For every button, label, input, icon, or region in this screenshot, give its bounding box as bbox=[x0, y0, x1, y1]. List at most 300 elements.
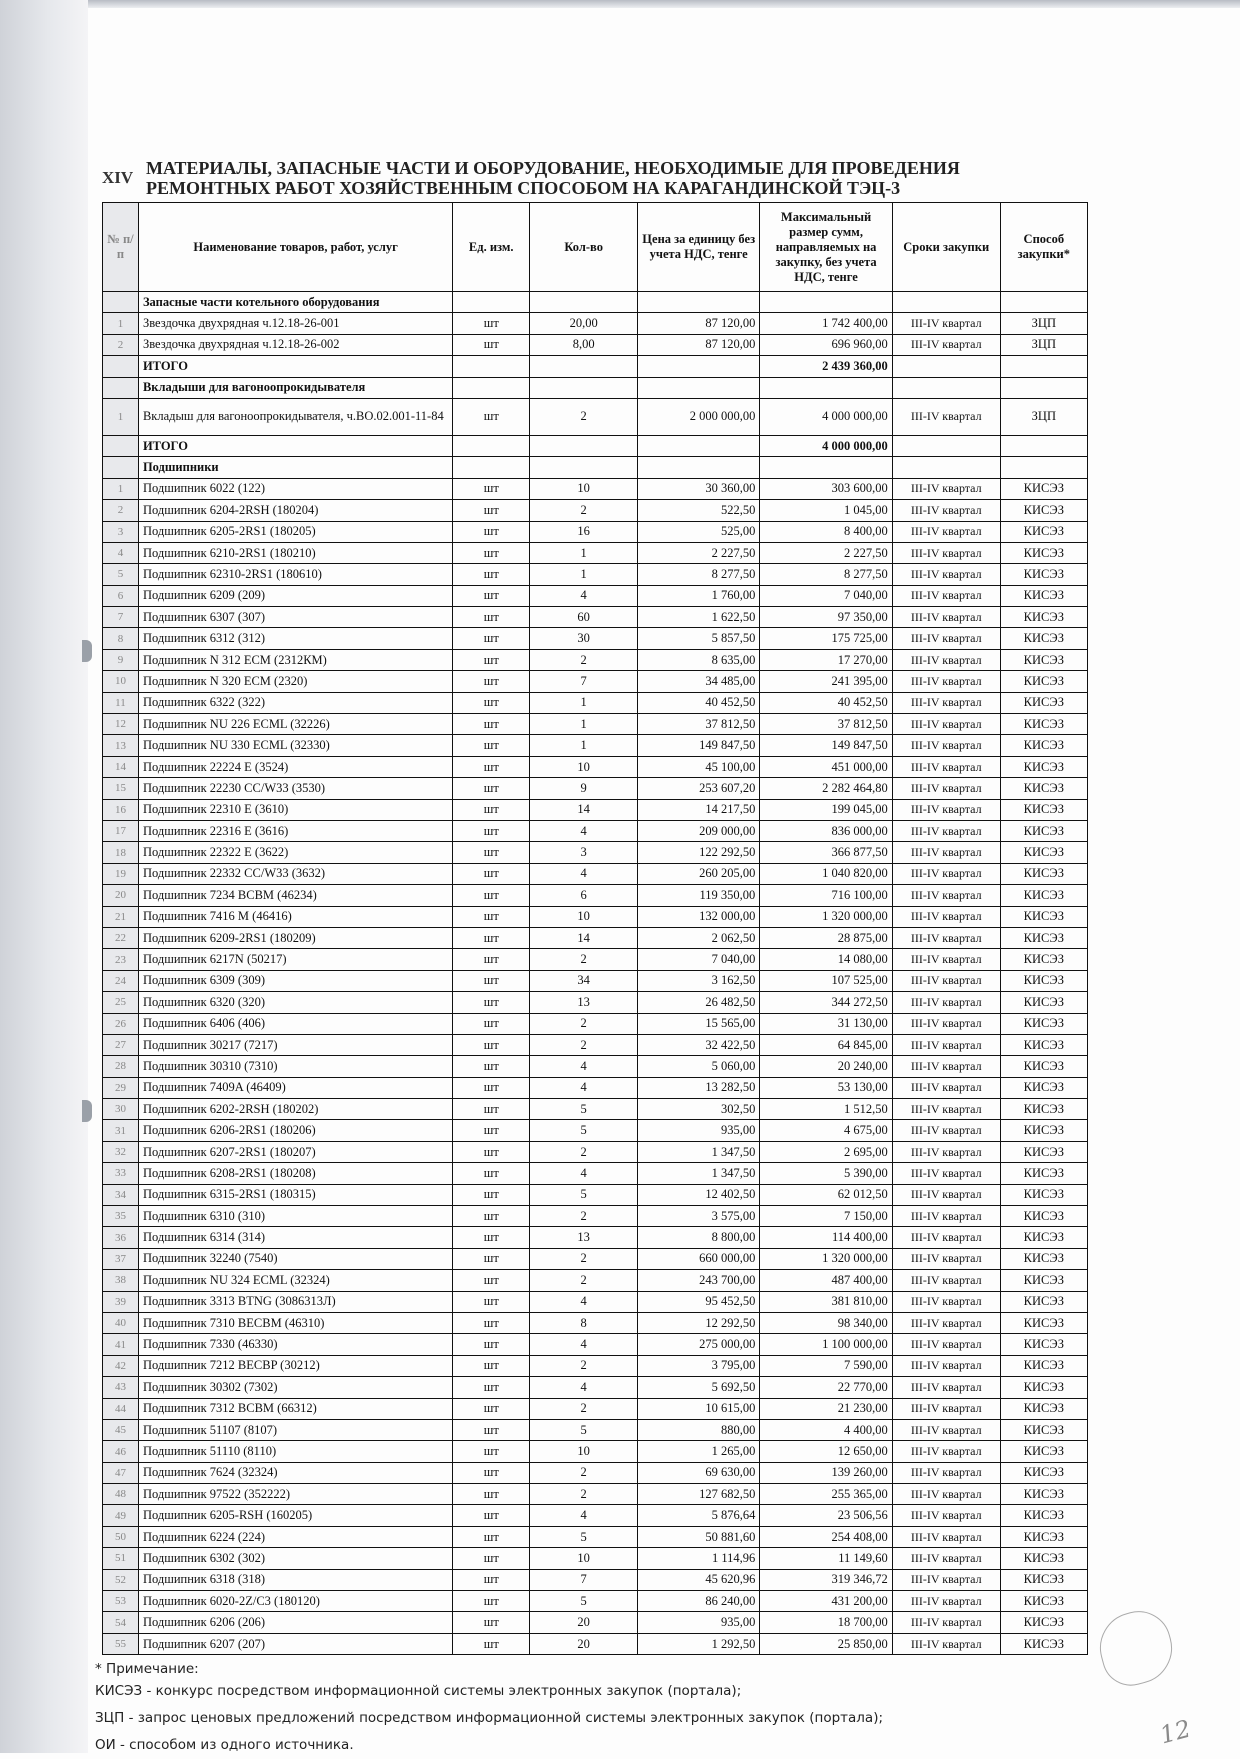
cell-num: 45 bbox=[103, 1419, 139, 1440]
cell-term: III-IV квартал bbox=[892, 671, 1000, 692]
cell-term: III-IV квартал bbox=[892, 1163, 1000, 1184]
cell-sum: 836 000,00 bbox=[760, 820, 892, 841]
table-row bbox=[103, 970, 1088, 991]
cell-unit: шт bbox=[453, 585, 530, 606]
cell-method: КИСЭЗ bbox=[1000, 1291, 1087, 1312]
cell-sum: 4 675,00 bbox=[760, 1120, 892, 1141]
cell-method: КИСЭЗ bbox=[1000, 1591, 1087, 1612]
cell-num: 2 bbox=[103, 334, 139, 355]
cell-method: КИСЭЗ bbox=[1000, 735, 1087, 756]
cell-empty bbox=[453, 292, 530, 313]
cell-qty: 34 bbox=[530, 970, 638, 991]
cell-sum: 2 227,50 bbox=[760, 542, 892, 563]
cell-sum: 451 000,00 bbox=[760, 756, 892, 777]
cell-price: 122 292,50 bbox=[638, 842, 760, 863]
cell-price: 2 227,50 bbox=[638, 542, 760, 563]
cell-qty: 20 bbox=[530, 1633, 638, 1654]
cell-qty: 2 bbox=[530, 1484, 638, 1505]
cell-sum: 21 230,00 bbox=[760, 1398, 892, 1419]
cell-price: 5 060,00 bbox=[638, 1056, 760, 1077]
header-qty: Кол-во bbox=[530, 203, 638, 292]
cell-qty: 2 bbox=[530, 1462, 638, 1483]
table-row bbox=[103, 756, 1088, 777]
cell-sum: 23 506,56 bbox=[760, 1505, 892, 1526]
page-number: 12 bbox=[1156, 1714, 1194, 1750]
cell-unit: шт bbox=[453, 313, 530, 334]
cell-method: КИСЭЗ bbox=[1000, 1270, 1087, 1291]
cell-unit: шт bbox=[453, 1099, 530, 1120]
cell-term: III-IV квартал bbox=[892, 692, 1000, 713]
cell-sum: 20 240,00 bbox=[760, 1056, 892, 1077]
cell-name: Подшипник 6202-2RSH (180202) bbox=[138, 1099, 452, 1120]
table-row bbox=[103, 585, 1088, 606]
cell-method: КИСЭЗ bbox=[1000, 1099, 1087, 1120]
cell-sum: 2 282 464,80 bbox=[760, 778, 892, 799]
footnotes bbox=[95, 1660, 883, 1759]
cell-sum: 4 400,00 bbox=[760, 1419, 892, 1440]
cell-num: 52 bbox=[103, 1569, 139, 1590]
cell-name: Звездочка двухрядная ч.12.18-26-001 bbox=[138, 313, 452, 334]
cell-num: 17 bbox=[103, 820, 139, 841]
cell-qty: 1 bbox=[530, 714, 638, 735]
cell-method: КИСЭЗ bbox=[1000, 1441, 1087, 1462]
cell-price: 525,00 bbox=[638, 521, 760, 542]
table-row bbox=[103, 1591, 1088, 1612]
cell-unit: шт bbox=[453, 970, 530, 991]
cell-term: III-IV квартал bbox=[892, 478, 1000, 499]
cell-num: 38 bbox=[103, 1270, 139, 1291]
cell-name: Вкладыш для вагоноопрокидывателя, ч.ВО.02.001-11-84 bbox=[138, 398, 452, 435]
cell-name: Подшипник 6406 (406) bbox=[138, 1013, 452, 1034]
section-header-row bbox=[103, 292, 1088, 313]
cell-sum: 696 960,00 bbox=[760, 334, 892, 355]
cell-unit: шт bbox=[453, 334, 530, 355]
cell-num: 55 bbox=[103, 1633, 139, 1654]
cell-price: 522,50 bbox=[638, 500, 760, 521]
cell-num: 7 bbox=[103, 607, 139, 628]
cell-price: 5 692,50 bbox=[638, 1377, 760, 1398]
cell-sum: 139 260,00 bbox=[760, 1462, 892, 1483]
cell-method: ЗЦП bbox=[1000, 334, 1087, 355]
cell-unit: шт bbox=[453, 1462, 530, 1483]
table-row bbox=[103, 1505, 1088, 1526]
table-row bbox=[103, 1612, 1088, 1633]
cell-price: 275 000,00 bbox=[638, 1334, 760, 1355]
cell-sum: 487 400,00 bbox=[760, 1270, 892, 1291]
cell-price: 34 485,00 bbox=[638, 671, 760, 692]
cell-term: III-IV квартал bbox=[892, 1355, 1000, 1376]
cell-sum: 1 512,50 bbox=[760, 1099, 892, 1120]
cell-num: 19 bbox=[103, 863, 139, 884]
cell-num: 36 bbox=[103, 1227, 139, 1248]
cell-term: III-IV квартал bbox=[892, 863, 1000, 884]
cell-sum: 12 650,00 bbox=[760, 1441, 892, 1462]
cell-empty bbox=[638, 377, 760, 398]
cell-name: Подшипник 7416 M (46416) bbox=[138, 906, 452, 927]
cell-term: III-IV квартал bbox=[892, 649, 1000, 670]
table-row bbox=[103, 564, 1088, 585]
cell-sum: 7 590,00 bbox=[760, 1355, 892, 1376]
cell-term: III-IV квартал bbox=[892, 992, 1000, 1013]
cell-price: 86 240,00 bbox=[638, 1591, 760, 1612]
cell-empty bbox=[103, 356, 139, 377]
cell-unit: шт bbox=[453, 1227, 530, 1248]
cell-num: 24 bbox=[103, 970, 139, 991]
cell-price: 7 040,00 bbox=[638, 949, 760, 970]
footnote-heading: * Примечание: bbox=[95, 1661, 199, 1677]
cell-num: 5 bbox=[103, 564, 139, 585]
cell-qty: 10 bbox=[530, 906, 638, 927]
cell-price: 40 452,50 bbox=[638, 692, 760, 713]
cell-price: 3 575,00 bbox=[638, 1206, 760, 1227]
cell-method: КИСЭЗ bbox=[1000, 885, 1087, 906]
cell-price: 660 000,00 bbox=[638, 1248, 760, 1269]
cell-name: Подшипник 6210-2RS1 (180210) bbox=[138, 542, 452, 563]
total-label: ИТОГО bbox=[138, 356, 452, 377]
cell-name: Подшипник 6312 (312) bbox=[138, 628, 452, 649]
cell-name: Звездочка двухрядная ч.12.18-26-002 bbox=[138, 334, 452, 355]
cell-sum: 25 850,00 bbox=[760, 1633, 892, 1654]
cell-method: КИСЭЗ bbox=[1000, 1163, 1087, 1184]
cell-term: III-IV квартал bbox=[892, 1526, 1000, 1547]
table-row bbox=[103, 1312, 1088, 1333]
cell-sum: 175 725,00 bbox=[760, 628, 892, 649]
cell-sum: 17 270,00 bbox=[760, 649, 892, 670]
cell-name: Подшипник 22316 E (3616) bbox=[138, 820, 452, 841]
cell-num: 49 bbox=[103, 1505, 139, 1526]
cell-num: 26 bbox=[103, 1013, 139, 1034]
cell-num: 25 bbox=[103, 992, 139, 1013]
section-number: XIV bbox=[102, 168, 134, 187]
cell-num: 40 bbox=[103, 1312, 139, 1333]
cell-term: III-IV квартал bbox=[892, 842, 1000, 863]
cell-name: Подшипник NU 324 ECML (32324) bbox=[138, 1270, 452, 1291]
cell-qty: 2 bbox=[530, 500, 638, 521]
cell-name: Подшипник 22230 CC/W33 (3530) bbox=[138, 778, 452, 799]
table-row bbox=[103, 735, 1088, 756]
cell-sum: 5 390,00 bbox=[760, 1163, 892, 1184]
cell-unit: шт bbox=[453, 992, 530, 1013]
cell-sum: 40 452,50 bbox=[760, 692, 892, 713]
cell-price: 69 630,00 bbox=[638, 1462, 760, 1483]
cell-sum: 7 040,00 bbox=[760, 585, 892, 606]
cell-sum: 2 695,00 bbox=[760, 1141, 892, 1162]
cell-empty bbox=[638, 457, 760, 478]
section-header-row bbox=[103, 457, 1088, 478]
cell-unit: шт bbox=[453, 1419, 530, 1440]
cell-num: 11 bbox=[103, 692, 139, 713]
cell-price: 209 000,00 bbox=[638, 820, 760, 841]
table-row bbox=[103, 1099, 1088, 1120]
cell-method: КИСЭЗ bbox=[1000, 1056, 1087, 1077]
cell-name: Подшипник 30302 (7302) bbox=[138, 1377, 452, 1398]
cell-name: Подшипник 6209 (209) bbox=[138, 585, 452, 606]
cell-unit: шт bbox=[453, 478, 530, 499]
cell-term: III-IV квартал bbox=[892, 1099, 1000, 1120]
cell-qty: 4 bbox=[530, 863, 638, 884]
cell-price: 12 402,50 bbox=[638, 1184, 760, 1205]
table-row bbox=[103, 334, 1088, 355]
cell-empty bbox=[453, 457, 530, 478]
cell-name: Подшипник 6208-2RS1 (180208) bbox=[138, 1163, 452, 1184]
total-value: 2 439 360,00 bbox=[760, 356, 892, 377]
cell-method: КИСЭЗ bbox=[1000, 799, 1087, 820]
cell-name: Подшипник 51110 (8110) bbox=[138, 1441, 452, 1462]
cell-name: Подшипник 32240 (7540) bbox=[138, 1248, 452, 1269]
total-label: ИТОГО bbox=[138, 435, 452, 456]
cell-num: 10 bbox=[103, 671, 139, 692]
cell-sum: 114 400,00 bbox=[760, 1227, 892, 1248]
cell-term: III-IV квартал bbox=[892, 1398, 1000, 1419]
cell-num: 6 bbox=[103, 585, 139, 606]
cell-term: III-IV квартал bbox=[892, 1141, 1000, 1162]
cell-empty bbox=[1000, 356, 1087, 377]
cell-num: 22 bbox=[103, 927, 139, 948]
cell-method: КИСЭЗ bbox=[1000, 1013, 1087, 1034]
cell-sum: 716 100,00 bbox=[760, 885, 892, 906]
cell-price: 149 847,50 bbox=[638, 735, 760, 756]
cell-unit: шт bbox=[453, 906, 530, 927]
cell-method: КИСЭЗ bbox=[1000, 692, 1087, 713]
cell-price: 1 347,50 bbox=[638, 1163, 760, 1184]
table-row bbox=[103, 1377, 1088, 1398]
cell-term: III-IV квартал bbox=[892, 628, 1000, 649]
cell-price: 132 000,00 bbox=[638, 906, 760, 927]
cell-price: 935,00 bbox=[638, 1120, 760, 1141]
cell-unit: шт bbox=[453, 1591, 530, 1612]
cell-term: III-IV квартал bbox=[892, 1206, 1000, 1227]
cell-price: 3 162,50 bbox=[638, 970, 760, 991]
cell-name: Подшипник 30217 (7217) bbox=[138, 1034, 452, 1055]
table-row bbox=[103, 820, 1088, 841]
cell-price: 87 120,00 bbox=[638, 334, 760, 355]
cell-unit: шт bbox=[453, 607, 530, 628]
cell-price: 1 292,50 bbox=[638, 1633, 760, 1654]
cell-term: III-IV квартал bbox=[892, 1612, 1000, 1633]
cell-term: III-IV квартал bbox=[892, 313, 1000, 334]
cell-term: III-IV квартал bbox=[892, 334, 1000, 355]
cell-sum: 319 346,72 bbox=[760, 1569, 892, 1590]
cell-method: КИСЭЗ bbox=[1000, 820, 1087, 841]
cell-name: Подшипник 6204-2RSH (180204) bbox=[138, 500, 452, 521]
table-row bbox=[103, 949, 1088, 970]
cell-sum: 381 810,00 bbox=[760, 1291, 892, 1312]
cell-empty bbox=[892, 457, 1000, 478]
cell-price: 1 347,50 bbox=[638, 1141, 760, 1162]
cell-name: Подшипник 6320 (320) bbox=[138, 992, 452, 1013]
cell-num: 27 bbox=[103, 1034, 139, 1055]
cell-unit: шт bbox=[453, 521, 530, 542]
cell-qty: 6 bbox=[530, 885, 638, 906]
cell-unit: шт bbox=[453, 1377, 530, 1398]
total-row bbox=[103, 435, 1088, 456]
cell-price: 880,00 bbox=[638, 1419, 760, 1440]
cell-sum: 1 100 000,00 bbox=[760, 1334, 892, 1355]
cell-sum: 8 277,50 bbox=[760, 564, 892, 585]
cell-unit: шт bbox=[453, 1291, 530, 1312]
cell-method: КИСЭЗ bbox=[1000, 1419, 1087, 1440]
cell-method: КИСЭЗ bbox=[1000, 671, 1087, 692]
handwritten-signature bbox=[1092, 1604, 1180, 1692]
procurement-table bbox=[102, 202, 1088, 1655]
cell-unit: шт bbox=[453, 1013, 530, 1034]
cell-method: КИСЭЗ bbox=[1000, 1077, 1087, 1098]
cell-term: III-IV квартал bbox=[892, 1227, 1000, 1248]
table-row bbox=[103, 1013, 1088, 1034]
cell-num: 33 bbox=[103, 1163, 139, 1184]
cell-name: Подшипник 7234 BCBM (46234) bbox=[138, 885, 452, 906]
cell-name: Подшипник 6209-2RS1 (180209) bbox=[138, 927, 452, 948]
cell-name: Подшипник NU 330 ECML (32330) bbox=[138, 735, 452, 756]
cell-price: 26 482,50 bbox=[638, 992, 760, 1013]
cell-qty: 4 bbox=[530, 1163, 638, 1184]
cell-unit: шт bbox=[453, 1248, 530, 1269]
cell-unit: шт bbox=[453, 927, 530, 948]
table-row bbox=[103, 927, 1088, 948]
cell-price: 1 114,96 bbox=[638, 1548, 760, 1569]
cell-empty bbox=[892, 435, 1000, 456]
cell-method: КИСЭЗ bbox=[1000, 992, 1087, 1013]
cell-qty: 1 bbox=[530, 692, 638, 713]
cell-name: Подшипник 6318 (318) bbox=[138, 1569, 452, 1590]
binder-mark bbox=[82, 1100, 92, 1122]
cell-qty: 4 bbox=[530, 1505, 638, 1526]
cell-num: 51 bbox=[103, 1548, 139, 1569]
footnote-line: ОИ - способом из одного источника. bbox=[95, 1737, 354, 1753]
cell-num: 54 bbox=[103, 1612, 139, 1633]
cell-method: КИСЭЗ bbox=[1000, 628, 1087, 649]
scan-edge-left bbox=[0, 0, 88, 1753]
cell-unit: шт bbox=[453, 820, 530, 841]
cell-price: 260 205,00 bbox=[638, 863, 760, 884]
cell-sum: 1 045,00 bbox=[760, 500, 892, 521]
table-row bbox=[103, 1398, 1088, 1419]
cell-unit: шт bbox=[453, 949, 530, 970]
cell-name: Подшипник 7212 BECBP (30212) bbox=[138, 1355, 452, 1376]
cell-price: 5 876,64 bbox=[638, 1505, 760, 1526]
header-num: № п/п bbox=[103, 203, 139, 292]
table-row bbox=[103, 1163, 1088, 1184]
cell-method: КИСЭЗ bbox=[1000, 1398, 1087, 1419]
cell-price: 32 422,50 bbox=[638, 1034, 760, 1055]
cell-method: КИСЭЗ bbox=[1000, 1034, 1087, 1055]
cell-term: III-IV квартал bbox=[892, 564, 1000, 585]
cell-num: 8 bbox=[103, 628, 139, 649]
cell-price: 13 282,50 bbox=[638, 1077, 760, 1098]
cell-sum: 1 040 820,00 bbox=[760, 863, 892, 884]
cell-term: III-IV квартал bbox=[892, 500, 1000, 521]
table-row bbox=[103, 671, 1088, 692]
cell-name: Подшипник 6022 (122) bbox=[138, 478, 452, 499]
cell-qty: 4 bbox=[530, 585, 638, 606]
cell-name: Подшипник 7624 (32324) bbox=[138, 1462, 452, 1483]
cell-price: 2 000 000,00 bbox=[638, 398, 760, 435]
cell-term: III-IV квартал bbox=[892, 1034, 1000, 1055]
cell-name: Подшипник 6315-2RS1 (180315) bbox=[138, 1184, 452, 1205]
cell-term: III-IV квартал bbox=[892, 585, 1000, 606]
cell-unit: шт bbox=[453, 799, 530, 820]
cell-sum: 8 400,00 bbox=[760, 521, 892, 542]
cell-method: КИСЭЗ bbox=[1000, 1206, 1087, 1227]
cell-unit: шт bbox=[453, 1206, 530, 1227]
cell-unit: шт bbox=[453, 842, 530, 863]
cell-name: Подшипник 6310 (310) bbox=[138, 1206, 452, 1227]
cell-name: Подшипник 6309 (309) bbox=[138, 970, 452, 991]
cell-term: III-IV квартал bbox=[892, 1120, 1000, 1141]
table-body bbox=[103, 292, 1088, 1655]
table-row bbox=[103, 906, 1088, 927]
cell-price: 2 062,50 bbox=[638, 927, 760, 948]
cell-term: III-IV квартал bbox=[892, 398, 1000, 435]
cell-empty bbox=[638, 356, 760, 377]
cell-qty: 5 bbox=[530, 1120, 638, 1141]
cell-method: КИСЭЗ bbox=[1000, 756, 1087, 777]
cell-empty bbox=[103, 292, 139, 313]
table-row bbox=[103, 1227, 1088, 1248]
cell-method: КИСЭЗ bbox=[1000, 1312, 1087, 1333]
cell-price: 10 615,00 bbox=[638, 1398, 760, 1419]
cell-qty: 5 bbox=[530, 1184, 638, 1205]
cell-qty: 8 bbox=[530, 1312, 638, 1333]
table-row bbox=[103, 1441, 1088, 1462]
cell-sum: 303 600,00 bbox=[760, 478, 892, 499]
cell-qty: 3 bbox=[530, 842, 638, 863]
cell-name: Подшипник 22310 E (3610) bbox=[138, 799, 452, 820]
header-price: Цена за единицу без учета НДС, тенге bbox=[638, 203, 760, 292]
cell-unit: шт bbox=[453, 1526, 530, 1547]
cell-price: 1 760,00 bbox=[638, 585, 760, 606]
cell-method: КИСЭЗ bbox=[1000, 521, 1087, 542]
header-unit: Ед. изм. bbox=[453, 203, 530, 292]
cell-qty: 2 bbox=[530, 1206, 638, 1227]
cell-unit: шт bbox=[453, 1077, 530, 1098]
cell-term: III-IV квартал bbox=[892, 714, 1000, 735]
document-header bbox=[102, 158, 1062, 198]
cell-num: 41 bbox=[103, 1334, 139, 1355]
cell-name: Подшипник 97522 (352222) bbox=[138, 1484, 452, 1505]
cell-qty: 14 bbox=[530, 799, 638, 820]
cell-name: Подшипник N 320 ECM (2320) bbox=[138, 671, 452, 692]
cell-qty: 2 bbox=[530, 1398, 638, 1419]
cell-qty: 2 bbox=[530, 1013, 638, 1034]
section-header-row bbox=[103, 377, 1088, 398]
scan-edge-top bbox=[0, 0, 1240, 8]
table-row bbox=[103, 398, 1088, 435]
cell-unit: шт bbox=[453, 1312, 530, 1333]
header-sum: Максимальный размер сумм, направляемых на закупку, без учета НДС, тенге bbox=[760, 203, 892, 292]
cell-qty: 1 bbox=[530, 564, 638, 585]
cell-term: III-IV квартал bbox=[892, 756, 1000, 777]
cell-qty: 13 bbox=[530, 992, 638, 1013]
cell-method: КИСЭЗ bbox=[1000, 1141, 1087, 1162]
cell-unit: шт bbox=[453, 1334, 530, 1355]
cell-num: 43 bbox=[103, 1377, 139, 1398]
cell-method: КИСЭЗ bbox=[1000, 1633, 1087, 1654]
cell-qty: 2 bbox=[530, 1248, 638, 1269]
cell-qty: 10 bbox=[530, 756, 638, 777]
cell-price: 45 100,00 bbox=[638, 756, 760, 777]
cell-unit: шт bbox=[453, 1034, 530, 1055]
table-row bbox=[103, 500, 1088, 521]
cell-name: Подшипник 22224 E (3524) bbox=[138, 756, 452, 777]
cell-qty: 7 bbox=[530, 1569, 638, 1590]
cell-qty: 4 bbox=[530, 1056, 638, 1077]
cell-empty bbox=[453, 435, 530, 456]
cell-name: Подшипник 6314 (314) bbox=[138, 1227, 452, 1248]
cell-num: 12 bbox=[103, 714, 139, 735]
cell-num: 1 bbox=[103, 478, 139, 499]
table-row bbox=[103, 799, 1088, 820]
